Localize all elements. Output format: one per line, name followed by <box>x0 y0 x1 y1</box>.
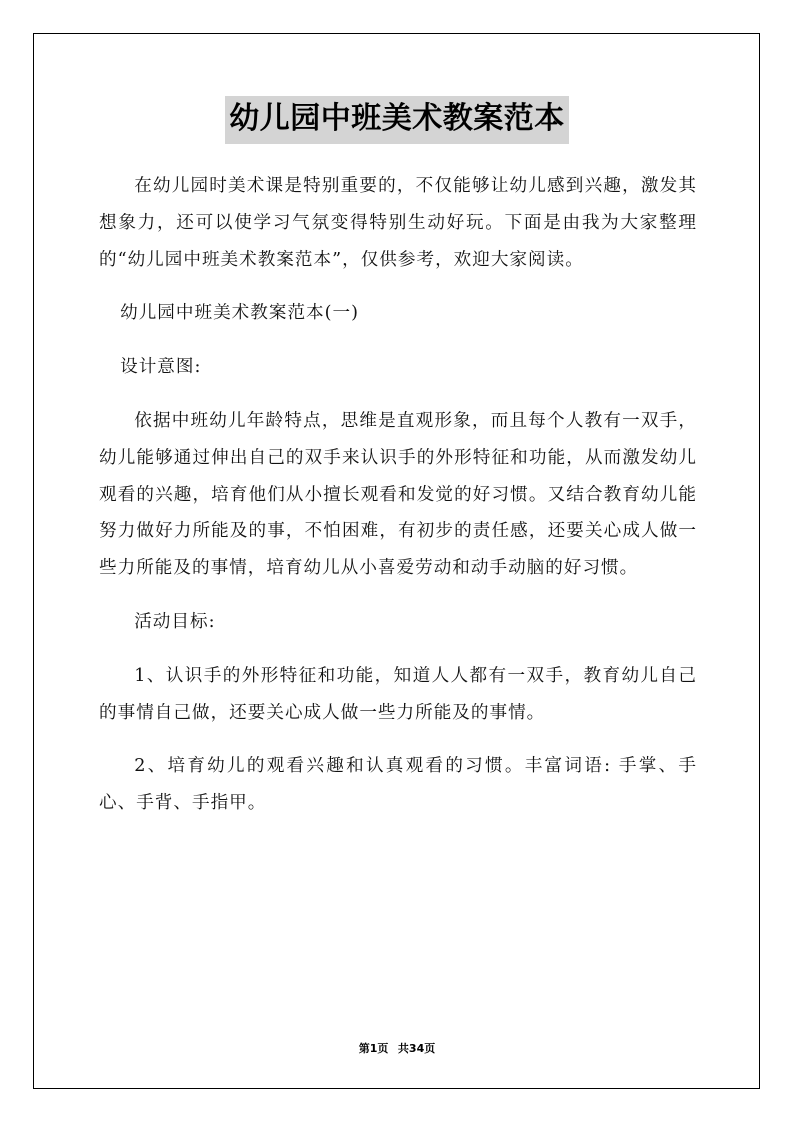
document-title: 幼儿园中班美术教案范本 <box>225 96 569 144</box>
page-footer <box>0 1040 794 1056</box>
paragraph-design-intent: 依据中班幼儿年龄特点，思维是直观形象，而且每个人教有一双手，幼儿能够通过伸出自己的双手来认识手的外形特征和功能，从而激发幼儿观看的兴趣，培育他们从小擅长观看和发觉的好习惯。又结合教育幼儿能努力做好力所能及的事，不怕困难，有初步的责任感，还要关心成人做一些力所能及的事情，培育幼儿从小喜爱劳动和动手动脑的好习惯。 <box>99 410 697 579</box>
goal-item-2: 2、培育幼儿的观看兴趣和认真观看的习惯。丰富词语: 手掌、手心、手背、手指甲。 <box>99 756 697 814</box>
paragraph-intro: 在幼儿园时美术课是特别重要的，不仅能够让幼儿感到兴趣，激发其想象力，还可以使学习气氛变得特别生动好玩。下面是由我为大家整理的“幼儿园中班美术教案范本”，仅供参考，欢迎大家阅读。 <box>99 176 697 270</box>
page-total: 共34页 <box>397 1042 436 1055</box>
document-body <box>99 168 697 839</box>
goal-item-1: 1、认识手的外形特征和功能，知道人人都有一双手，教育幼儿自己的事情自己做，还要关心成人做一些力所能及的事情。 <box>99 665 697 723</box>
design-intent-heading: 设计意图: <box>120 357 202 378</box>
page-number: 第1页 <box>358 1042 389 1055</box>
goals-heading: 活动目标: <box>134 611 216 632</box>
title-container <box>0 96 794 144</box>
section-heading: 幼儿园中班美术教案范本(一) <box>120 303 359 324</box>
